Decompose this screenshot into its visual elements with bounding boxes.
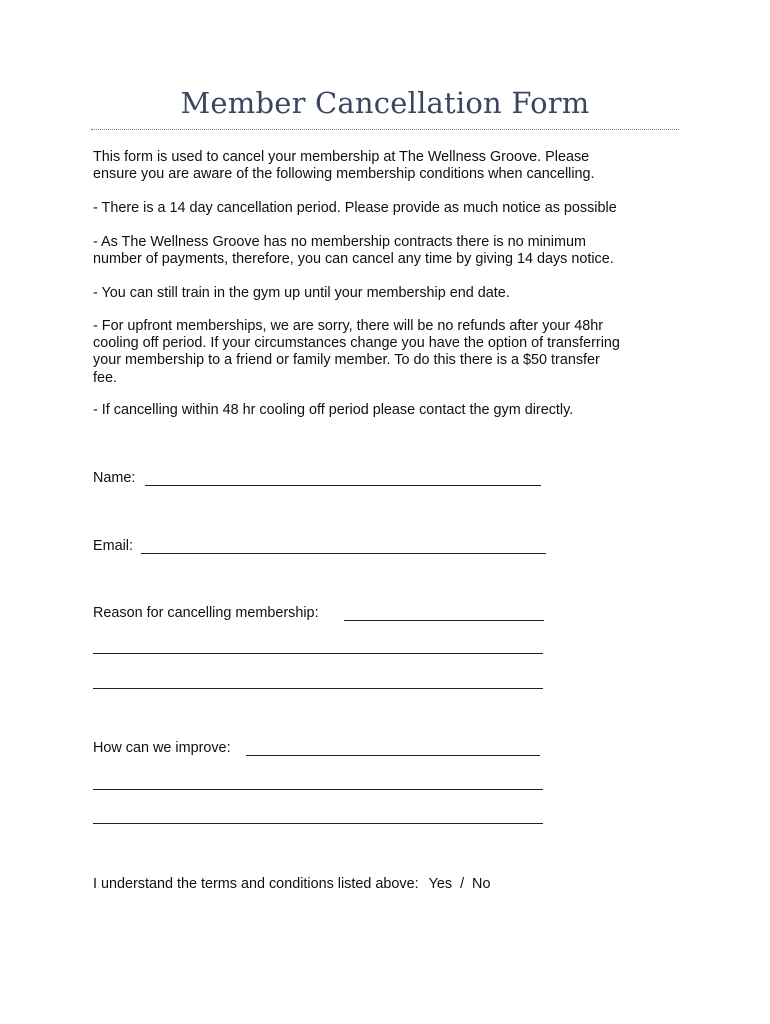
title-divider — [91, 129, 679, 130]
name-field-label — [93, 470, 135, 487]
agreement-yes-no-options[interactable]: Yes / No — [428, 876, 491, 892]
condition-cancellation-period: - There is a 14 day cancellation period. Please provide as much notice as possible — [93, 200, 617, 216]
reason-field-line-2[interactable] — [93, 653, 543, 654]
improve-label: How can we improve: — [93, 740, 231, 756]
reason-field-line-3[interactable] — [93, 688, 543, 689]
agreement-row — [93, 876, 490, 893]
email-label: Email: — [93, 538, 133, 554]
condition-no-contracts: - As The Wellness Groove has no membership contracts there is no minimum number of payments, therefore, you can cancel any time by giving 14 days notice. — [93, 234, 614, 268]
improve-field-label — [93, 740, 231, 757]
condition-train-until-end: - You can still train in the gym up until your membership end date. — [93, 285, 510, 301]
agreement-label: I understand the terms and conditions listed above: — [93, 876, 419, 892]
improve-field-line-3[interactable] — [93, 823, 543, 824]
email-field-label — [93, 538, 133, 555]
reason-label: Reason for cancelling membership: — [93, 605, 319, 621]
reason-field-line-1[interactable] — [344, 620, 544, 621]
intro-text: This form is used to cancel your membership at The Wellness Groove. Please ensure you are aware of the following membership conditions when cancelling. — [93, 149, 595, 183]
form-title: Member Cancellation Form — [180, 86, 590, 120]
reason-field-label — [93, 605, 319, 622]
name-field-line[interactable] — [145, 485, 541, 486]
improve-field-line-1[interactable] — [246, 755, 540, 756]
email-field-line[interactable] — [141, 553, 546, 554]
improve-field-line-2[interactable] — [93, 789, 543, 790]
condition-upfront-refunds: - For upfront memberships, we are sorry, there will be no refunds after your 48hr cooling off period. If your circumstances change you have the option of transferring your membership to a friend or family member. To do this there is a $50 transfer fee. — [93, 318, 620, 386]
condition-cooling-off-contact: - If cancelling within 48 hr cooling off period please contact the gym directly. — [93, 402, 574, 418]
name-label: Name: — [93, 470, 136, 486]
